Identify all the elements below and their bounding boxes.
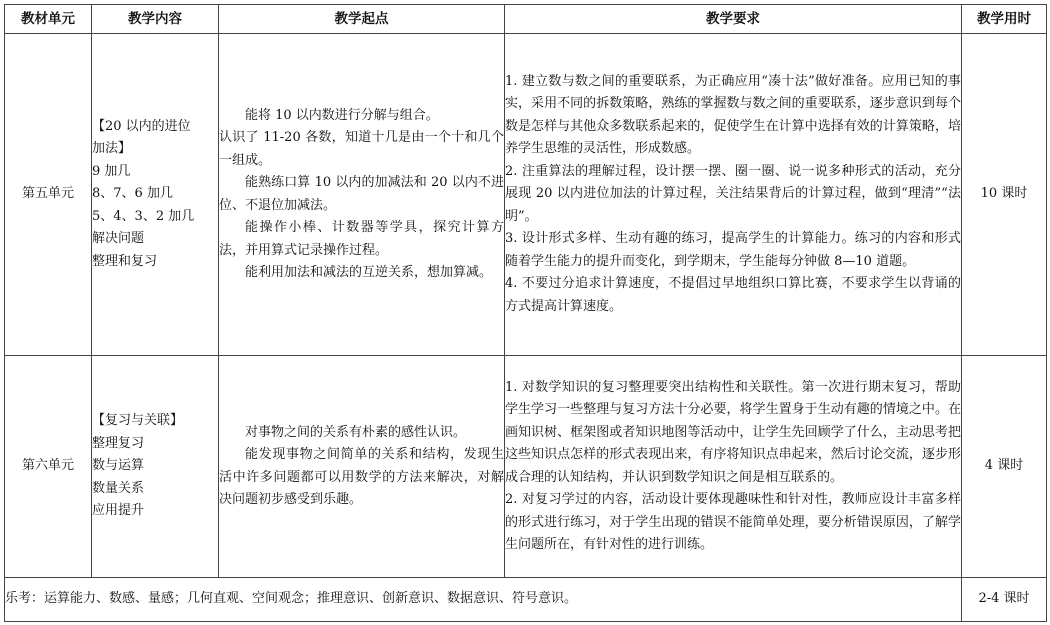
content-cell xyxy=(92,34,219,356)
start-paragraph: 能利用加法和减法的互逆关系，想加算减。 xyxy=(245,265,493,280)
content-line: 整理复习 xyxy=(92,435,145,451)
start-paragraph: 能熟练口算 10 以内的加减法和 20 以内不进位、不退位加减法。 xyxy=(219,175,504,213)
start-paragraph: 认识了 11-20 各数，知道十几是由一个十和几个一组成。 xyxy=(219,130,504,168)
header-requirements: 教学要求 xyxy=(505,5,962,34)
start-paragraph: 能发现事物之间简单的关系和结构，发现生活中许多问题都可以用数学的方法来解决，对解决问题初步感受到乐趣。 xyxy=(219,447,504,507)
requirement-item: 3. 设计形式多样、生动有趣的练习，提高学生的计算能力。练习的内容和形式随着学生能力的提升而变化，到学期末，学生能每分钟做 8—10 道题。 xyxy=(505,231,961,269)
content-line: 【复习与关联】 xyxy=(92,413,184,429)
footer-note: 乐考：运算能力、数感、量感；几何直观、空间观念；推理意识、创新意识、数据意识、符号意识。 xyxy=(5,578,962,622)
header-start: 教学起点 xyxy=(219,5,505,34)
header-content: 教学内容 xyxy=(92,5,219,34)
header-unit: 教材单元 xyxy=(5,5,92,34)
start-paragraph: 能操作小棒、计数器等学具，探究计算方法，并用算式记录操作过程。 xyxy=(219,220,504,258)
content-line: 应用提升 xyxy=(92,503,145,519)
unit-cell: 第五单元 xyxy=(5,34,92,356)
requirement-item: 1. 对数学知识的复习整理要突出结构性和关联性。第一次进行期末复习，帮助学生学习一些整理与复习方法十分必要，将学生置身于生动有趣的情境之中。在画知识树、框架图或者知识地图等活动中，让学生先回顾学了什么，主动思考把这些知识点怎样的形式表现出来，有序将知识点串起来，然后讨论交流，逐步形成合理的认知结构，并认识到数学知识之间是相互联系的。 xyxy=(505,379,961,485)
content-line: 数量关系 xyxy=(92,480,145,496)
time-cell: 4 课时 xyxy=(962,356,1047,578)
content-line: 5、4、3、2 加几 xyxy=(92,208,195,224)
unit-cell: 第六单元 xyxy=(5,356,92,578)
content-cell xyxy=(92,356,219,578)
start-paragraph: 能将 10 以内数进行分解与组合。 xyxy=(245,107,439,123)
footer-time: 2-4 课时 xyxy=(962,578,1047,622)
footer-row xyxy=(5,578,1047,622)
start-cell xyxy=(219,356,505,578)
content-line: 整理和复习 xyxy=(92,253,158,269)
header-row xyxy=(5,5,1047,34)
start-paragraph: 对事物之间的关系有朴素的感性认识。 xyxy=(245,424,467,440)
table-row-unit5 xyxy=(5,34,1047,356)
content-line: 8、7、6 加几 xyxy=(92,186,173,202)
time-cell: 10 课时 xyxy=(962,34,1047,356)
requirements-cell xyxy=(505,356,962,578)
table-row-unit6 xyxy=(5,356,1047,578)
requirement-item: 2. 对复习学过的内容，活动设计要体现趣味性和针对性，教师应设计丰富多样的形式进行练习，对于学生出现的错误不能简单处理，要分析错误原因，了解学生问题所在，有针对性的进行训练。 xyxy=(505,492,961,552)
header-time: 教学用时 xyxy=(962,5,1047,34)
content-line: 9 加几 xyxy=(92,163,131,179)
requirements-cell xyxy=(505,34,962,356)
requirement-item: 2. 注重算法的理解过程，设计摆一摆、圈一圈、说一说多种形式的活动，充分展现 20 以内进位加法的计算过程，关注结果背后的计算过程，做到“理清”“法明”。 xyxy=(505,163,961,224)
start-cell xyxy=(219,34,505,356)
content-line: 解决问题 xyxy=(92,231,145,247)
content-line: 加法】 xyxy=(92,141,132,157)
content-line: 数与运算 xyxy=(92,458,145,474)
requirement-item: 1. 建立数与数之间的重要联系，为正确应用“凑十法”做好准备。应用已知的事实，采用不同的拆数策略，熟练的掌握数与数之间的重要联系，逐步意识到每个数是怎样与其他众多数联系起来的，促使学生在计算中选择有效的计算策略，培养学生思维的灵活性，形成数感。 xyxy=(505,73,961,157)
content-line: 【20 以内的进位 xyxy=(92,118,191,134)
teaching-plan-table xyxy=(4,4,1047,622)
requirement-item: 4. 不要过分追求计算速度，不提倡过早地组织口算比赛，不要求学生以背诵的方式提高计算速度。 xyxy=(505,276,961,314)
